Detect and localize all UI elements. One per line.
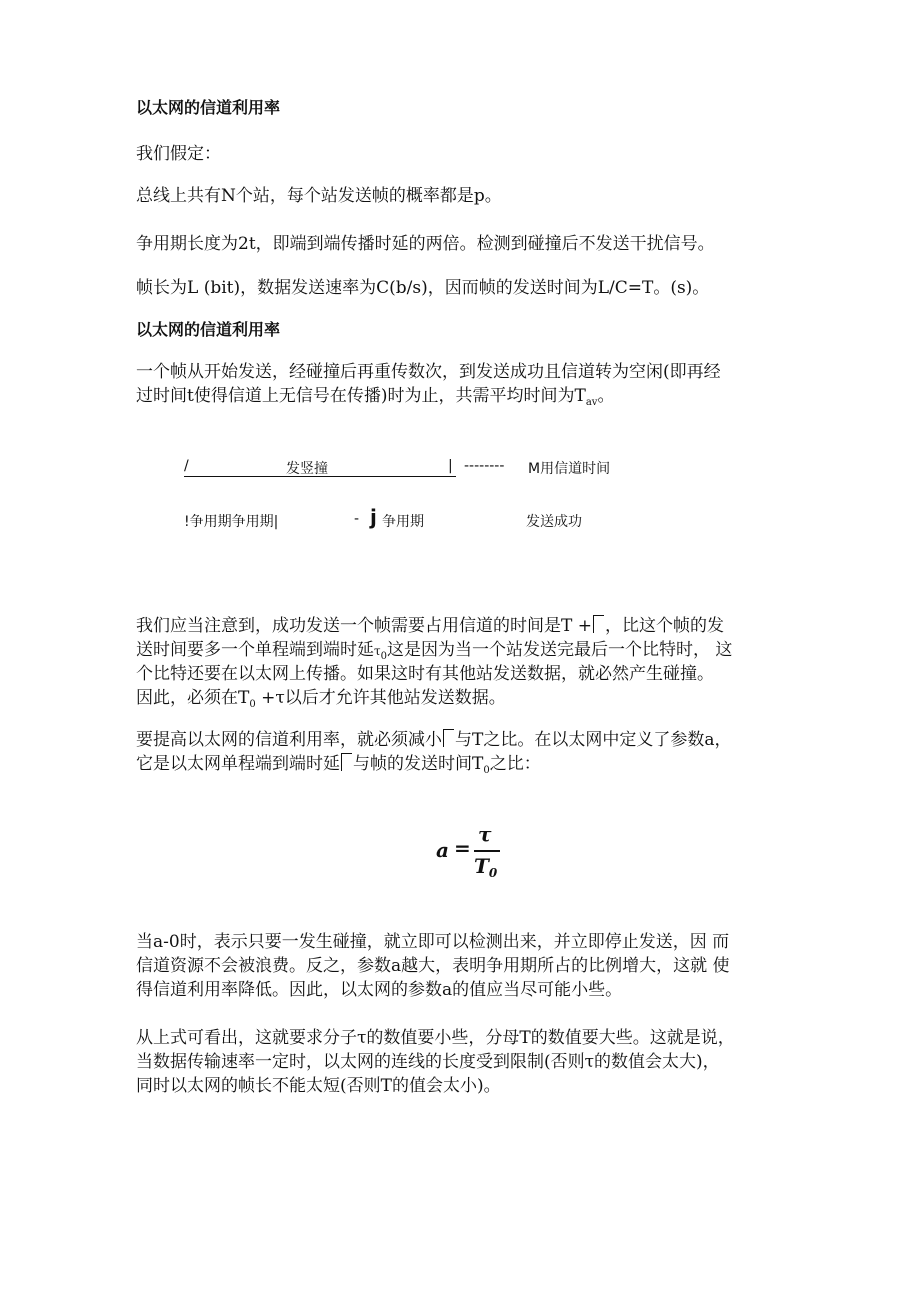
paragraph-frame-length: 帧长为L (bit)，数据发送速率为C(b/s)，因而帧的发送时间为L/C=T。(s)。 [136, 278, 710, 298]
assumption-intro: 我们假定： [136, 144, 221, 164]
paragraph-occupy-line2: 送时间要多一个单程端到端时延$\tau_0$这是因为当一个站发送完最后一个比特时， 这 [136, 640, 733, 662]
diagram-slash: / [184, 458, 189, 474]
paragraph-occupy-line3: 个比特还要在以太网上传播。如果这时有其他站发送数据，就必然产生碰撞。 [136, 664, 714, 684]
formula-denominator: $T_0$ [474, 854, 498, 880]
paragraph-a-zero-line1: 当a-0时，表示只要一发生碰撞，就立即可以检测出来，并立即停止发送，因 而 [136, 932, 730, 952]
tau-placeholder-box [593, 615, 604, 633]
formula-numerator: τ [478, 822, 492, 846]
diagram-contention-label: !争用期争用期| [184, 514, 279, 530]
formula-equals: = [454, 836, 471, 860]
section-title-1: 以太网的信道利用率 [136, 98, 281, 117]
paragraph-a-zero-line2: 信道资源不会被浪费。反之，参数a越大，表明争用期所占的比例增大，这就 使 [136, 956, 730, 976]
section-title-2: 以太网的信道利用率 [136, 320, 281, 339]
paragraph-occupy-line1: 我们应当注意到，成功发送一个帧需要占用信道的时间是T + ，比这个帧的发 [136, 616, 724, 636]
formula-lhs: a [436, 838, 449, 862]
diagram-collision-label: 发竖撞 [286, 461, 328, 477]
diagram-success-label: 发送成功 [526, 514, 582, 530]
diagram-dash: - [354, 511, 360, 527]
tau-placeholder-box [341, 753, 352, 771]
diagram-j: j [370, 505, 377, 529]
diagram-contention-label-2: 争用期 [382, 514, 424, 530]
paragraph-conclusion-line2: 当数据传输速率一定时，以太网的连线的长度受到限制(否则τ的数值会太大)， [136, 1052, 720, 1072]
paragraph-conclusion-line1: 从上式可看出，这就要求分子τ的数值要小些，分母T的数值要大些。这就是说， [136, 1028, 735, 1048]
paragraph-occupy-line4: 因此，必须在$T_0 +\tau$以后才允许其他站发送数据。 [136, 688, 506, 710]
diagram-bar: | [448, 458, 453, 474]
paragraph-param-a-line2: 它是以太网单程端到端时延 与帧的发送时间$T_0$之比： [136, 754, 541, 776]
paragraph-avg-time-line1: 一个帧从开始发送，经碰撞后再重传数次，到发送成功且信道转为空闲(即再经 [136, 362, 721, 382]
tau-placeholder-box [443, 729, 454, 747]
diagram-idle-label: M用信道时间 [528, 461, 611, 477]
paragraph-param-a-line1: 要提高以太网的信道利用率，就必须减小 与T之比。在以太网中定义了参数a， [136, 730, 732, 750]
paragraph-contention: 争用期长度为2t，即端到端传播时延的两倍。检测到碰撞后不发送干扰信号。 [136, 234, 715, 254]
paragraph-conclusion-line3: 同时以太网的帧长不能太短(否则T的值会太小)。 [136, 1076, 501, 1096]
formula-fraction-bar [474, 850, 500, 852]
diagram-dashes: -------- [464, 458, 505, 474]
paragraph-stations: 总线上共有N个站，每个站发送帧的概率都是p。 [136, 186, 502, 206]
paragraph-avg-time-line2: 过时间t使得信道上无信号在传播)时为止，共需平均时间为$T_{av}$。 [136, 386, 615, 408]
paragraph-a-zero-line3: 得信道利用率降低。因此，以太网的参数a的值应当尽可能小些。 [136, 980, 623, 1000]
